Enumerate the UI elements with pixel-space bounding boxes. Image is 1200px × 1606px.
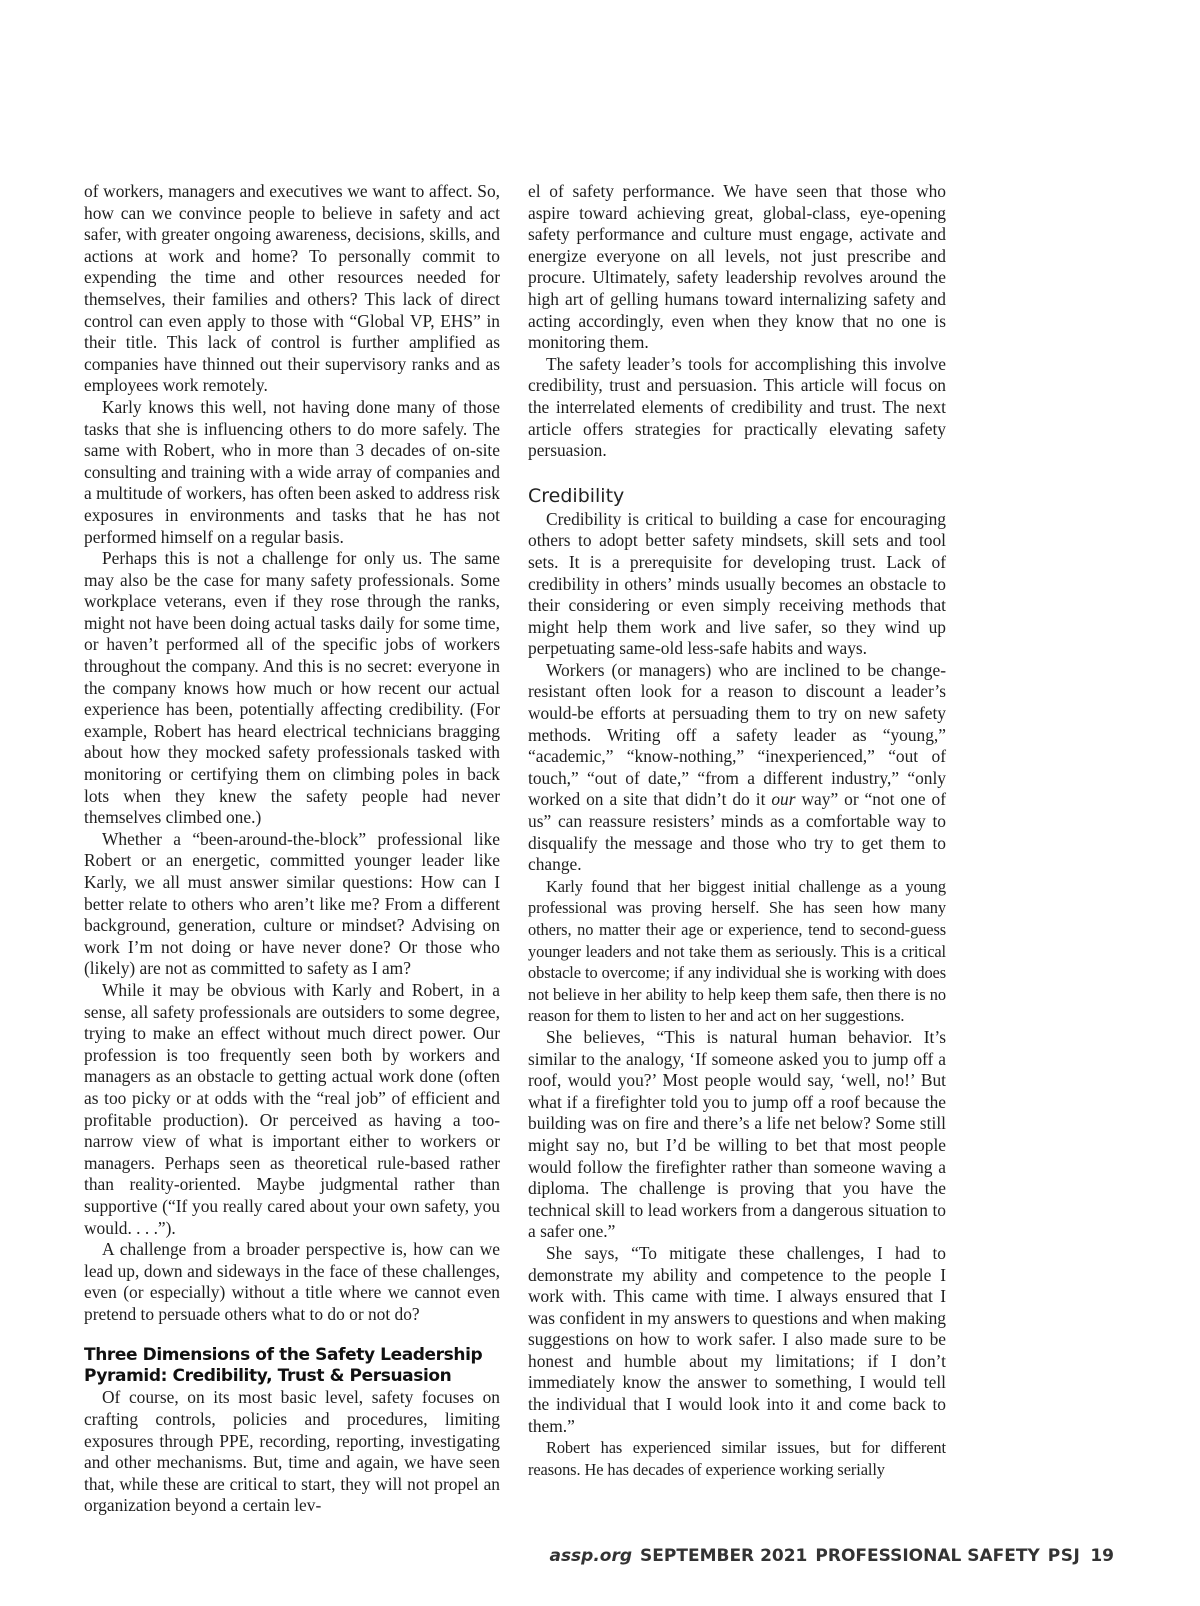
- paragraph: She says, “To mitigate these challenges, I had to demonstrate my ability and competence to the people I work with. This came with time. I always ensured that I was confident in my answers to questions and when making suggestions on how to work safer. I also made sure to be honest and humble about my limitations; if I don’t immediately know the answer to something, I would tell the individual that I would look into it and come back to them.”: [528, 1242, 946, 1436]
- subheading: Three Dimensions of the Safety Leadership Pyramid: Credibility, Trust & Persuasion: [84, 1345, 483, 1387]
- paragraph: She believes, “This is natural human behavior. It’s similar to the analogy, ‘If someone asked you to jump off a roof, would you?’ Most people would say, ‘well, no!’ But what if a firefighter told you to jump off a roof because the building was on fire and there’s a life net below? Some still might say no, but I’d be willing to bet that most people would follow the firefighter rather than someone waving a diploma. The challenge is proving that you have the technical skill to lead workers from a dangerous situation to a safer one.”: [528, 1026, 946, 1242]
- paragraph: Perhaps this is not a challenge for only us. The same may also be the case for many safety professionals. Some workplace veterans, even if they rose through the ranks, might not have been doing actual tasks daily for some time, or haven’t performed all of the specific jobs of workers throughout the company. And this is no secret: everyone in the company knows how much or how recent our actual experience has been, potentially affecting credibility. (For example, Robert has heard electrical technicians bragging about how they mocked safety professionals tasked with monitoring or certifying them on climbing poles in back lots when they knew the safety people had never themselves climbed one.): [84, 548, 500, 828]
- paragraph: The safety leader’s tools for accomplishing this involve credibility, trust and persuasion. This article will focus on the interrelated elements of credibility and trust. The next article offers strategies for practically elevating safety persuasion.: [528, 353, 946, 461]
- footer-brand-logo: PSJ: [1047, 1546, 1081, 1566]
- page-number: 19: [1090, 1546, 1114, 1566]
- paragraph-text: way” or “not one of us” can reassure resisters’ minds as a comfortable way to disqualify the message and those who try to get them to change.: [528, 789, 946, 875]
- paragraph: Karly found that her biggest initial challenge as a young professional was proving herself. She has seen how many others, no matter their age or experience, tend to second-guess younger leaders and not take them as seriously. This is a critical obstacle to overcome; if any individual she is working with does not believe in her ability to help keep them safe, then there is no reason for them to listen to her and act on her suggestions.: [528, 876, 946, 1026]
- paragraph: Robert has experienced similar issues, but for different reasons. He has decades of experience working serially: [528, 1438, 946, 1479]
- left-column: [84, 181, 500, 1517]
- section-heading: Credibility: [528, 484, 625, 507]
- paragraph: el of safety performance. We have seen that those who aspire toward achieving great, global-class, eye-opening safety performance and culture must engage, activate and energize everyone on all levels, not just prescribe and procure. Ultimately, safety leadership revolves around the high art of gelling humans toward internalizing safety and acting accordingly, even when they know that no one is monitoring them.: [528, 181, 946, 353]
- emphasis-text: our: [771, 789, 796, 810]
- paragraph: While it may be obvious with Karly and Robert, in a sense, all safety professionals are outsiders to some degree, trying to make an effect without much direct power. Our profession is too frequently seen both by workers and managers as an obstacle to getting actual work done (often as too picky or at odds with the “real job” of efficient and profitable production). Or perceived as having a too-narrow view of what is important either to workers or managers. Perhaps seen as theoretical rule-based rather than reality-oriented. Maybe judgmental rather than supportive (“If you really cared about your own safety, you would. . . .”).: [84, 979, 500, 1238]
- paragraph: A challenge from a broader perspective is, how can we lead up, down and sideways in the face of these challenges, even (or especially) without a title where we cannot even pretend to persuade others what to do or not do?: [84, 1239, 500, 1324]
- right-column: [528, 181, 946, 1480]
- paragraph: Whether a “been-around-the-block” professional like Robert or an energetic, committed younger leader like Karly, we all must answer similar questions: How can I better relate to others who aren’t like me? From a different background, generation, culture or mindset? Advising on work I’m not doing or have never done? Or those who (likely) are not as committed to safety as I am?: [84, 828, 500, 979]
- paragraph: [528, 660, 946, 876]
- footer-magazine: PROFESSIONAL SAFETY: [815, 1546, 1040, 1566]
- footer-site-link[interactable]: assp.org: [549, 1546, 633, 1566]
- paragraph: Karly knows this well, not having done many of those tasks that she is influencing others to do more safely. The same with Robert, who in more than 3 decades of on-site consulting and training with a wide array of companies and a multitude of workers, has often been asked to address risk exposures in environments and tasks that he has not performed himself on a regular basis.: [84, 396, 500, 547]
- footer-date: SEPTEMBER 2021: [640, 1546, 808, 1566]
- paragraph: Of course, on its most basic level, safety focuses on crafting controls, policies and procedures, limiting exposures through PPE, recording, reporting, investigating and other mechanisms. But, time and again, we have seen that, while these are critical to start, they will not propel an organization beyond a certain lev-: [84, 1387, 500, 1516]
- page-footer: [549, 1546, 1114, 1566]
- paragraph-text: Workers (or managers) who are inclined to be change-resistant often look for a reason to discount a leader’s would-be efforts at persuading them to try on new safety methods. Writing off a safety leader as “young,” “academic,” “know-nothing,” “inexperienced,” “out of touch,” “out of date,” “from a different industry,” “only worked on a site that didn’t do it: [528, 659, 946, 810]
- paragraph: of workers, managers and executives we want to affect. So, how can we convince people to believe in safety and act safer, with greater ongoing awareness, decisions, skills, and actions at work and home? To personally commit to expending the time and other resources needed for themselves, their families and others? This lack of direct control can even apply to those with “Global VP, EHS” in their title. This lack of control is further amplified as companies have thinned out their supervisory ranks and as employees work remotely.: [84, 181, 500, 396]
- paragraph: Credibility is critical to building a case for encouraging others to adopt better safety mindsets, skill sets and tool sets. It is a prerequisite for developing trust. Lack of credibility in others’ minds usually becomes an obstacle to their considering or even simply receiving methods that might help them work and live safer, so they wind up perpetuating same-old less-safe habits and ways.: [528, 508, 946, 659]
